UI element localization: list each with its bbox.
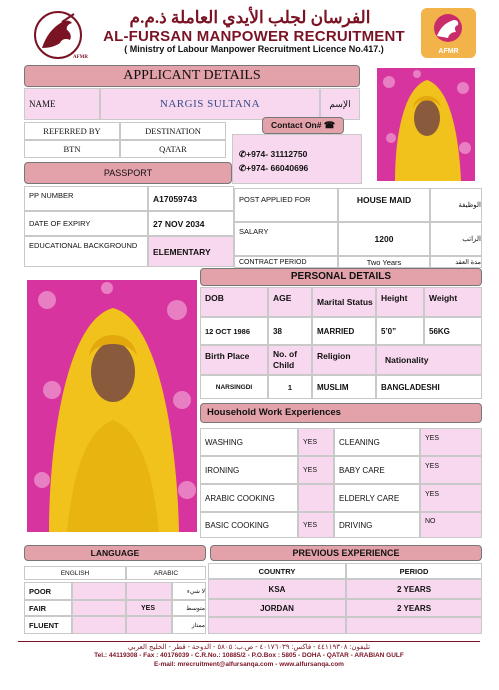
language-fluent-arabic-label: ممتاز	[172, 616, 206, 634]
contact-label: Contact On#	[270, 120, 322, 130]
horse-knight-logo-icon	[32, 10, 84, 60]
age-label: AGE	[268, 287, 312, 317]
phone-number-1[interactable]: ✆+974- 31112750	[239, 149, 308, 159]
elderly-care-label: ELDERLY CARE	[334, 484, 420, 512]
education-value: ELEMENTARY	[148, 236, 234, 267]
religion-label: Religion	[312, 345, 376, 375]
phone-icon: ☎	[323, 120, 336, 130]
religion-value: MUSLIM	[312, 375, 376, 399]
licence-text: ( Ministry of Labour Manpower Recruitment Licence No.417.)	[124, 44, 384, 54]
experience-period-1: 2 YEARS	[346, 579, 482, 599]
children-value: 1	[268, 375, 312, 399]
language-fluent-label: FLUENT	[24, 616, 72, 634]
marital-label: Marital Status	[312, 287, 376, 317]
language-fluent-english	[72, 616, 126, 634]
cleaning-label: CLEANING	[334, 428, 420, 456]
applicant-details-header: APPLICANT DETAILS	[24, 65, 360, 87]
destination-label: DESTINATION	[120, 122, 226, 140]
destination-value: QATAR	[120, 140, 226, 158]
salary-label: SALARY	[234, 222, 338, 256]
birthplace-label: Birth Place	[200, 345, 268, 375]
washing-value: YES	[298, 428, 334, 456]
experience-period-2: 2 YEARS	[346, 599, 482, 617]
name-value: NARGIS SULTANA	[100, 88, 320, 120]
pp-number-label: PP NUMBER	[24, 186, 148, 211]
salary-value: 1200	[338, 222, 430, 256]
experience-empty-row-period	[346, 617, 482, 634]
salary-label-arabic: الراتب	[430, 222, 482, 256]
country-column-label: COUNTRY	[208, 563, 346, 579]
height-value: 5’0”	[376, 317, 424, 345]
nationality-label: Nationality	[376, 345, 482, 375]
company-name: AL-FURSAN MANPOWER RECRUITMENT	[103, 28, 405, 45]
contract-label: CONTRACT PERIOD	[234, 256, 338, 268]
name-label-arabic: الإسم	[320, 88, 360, 120]
footer-arabic: تليفون: ٤٤١١٩٣٠٨ - فاكس: ٤٠١٧٦٠٣٩ - ص.ب: ٥٨٠٥ - الدوحة - قطر - الخليج العربي	[127, 644, 371, 651]
language-fair-arabic: YES	[126, 600, 172, 616]
height-label: Height	[376, 287, 424, 317]
driving-value: NO	[420, 512, 482, 538]
baby-care-value: YES	[420, 456, 482, 484]
phone-number-2[interactable]: ✆+974- 66040696	[239, 163, 309, 173]
header-right-logo	[421, 8, 476, 58]
marital-value: MARRIED	[312, 317, 376, 345]
applicant-photo-small	[377, 68, 475, 181]
language-poor-arabic-label: لا شيء	[172, 582, 206, 600]
nationality-value: BANGLADESHI	[376, 375, 482, 399]
right-logo-text: AFMR	[438, 48, 459, 55]
basic-cooking-label: BASIC COOKING	[200, 512, 298, 538]
washing-label: WASHING	[200, 428, 298, 456]
footer-divider	[18, 641, 480, 642]
birthplace-value: NARSINGDI	[200, 375, 268, 399]
cleaning-value: YES	[420, 428, 482, 456]
language-fluent-arabic	[126, 616, 172, 634]
phone-2-icon: ✆	[239, 163, 247, 173]
personal-details-header: PERSONAL DETAILS	[200, 268, 482, 286]
post-label: POST APPLIED FOR	[234, 188, 338, 222]
language-header: LANGUAGE	[24, 545, 206, 561]
period-column-label: PERIOD	[346, 563, 482, 579]
referred-by-value: BTN	[24, 140, 120, 158]
weight-value: 56KG	[424, 317, 482, 345]
ironing-value: YES	[298, 456, 334, 484]
dob-label: DOB	[200, 287, 268, 317]
header-left-logo	[32, 10, 88, 60]
expiry-label: DATE OF EXPIRY	[24, 211, 148, 236]
experience-country-1: KSA	[208, 579, 346, 599]
contract-value: Two Years	[338, 256, 430, 268]
basic-cooking-value: YES	[298, 512, 334, 538]
weight-label: Weight	[424, 287, 482, 317]
language-poor-english	[72, 582, 126, 600]
applicant-photo-large	[27, 280, 197, 532]
children-label: No. of Child	[268, 345, 312, 375]
arabic-column-label: ARABIC	[126, 566, 206, 580]
pp-number-value: A17059743	[148, 186, 234, 211]
expiry-value: 27 NOV 2034	[148, 211, 234, 236]
elderly-care-value: YES	[420, 484, 482, 512]
referred-by-label: REFERRED BY	[24, 122, 120, 140]
passport-header: PASSPORT	[24, 162, 232, 184]
education-label: EDUCATIONAL BACKGROUND	[24, 236, 148, 267]
post-label-arabic: الوظيفة	[430, 188, 482, 222]
language-poor-label: POOR	[24, 582, 72, 600]
ironing-label: IRONING	[200, 456, 298, 484]
portrait-image-icon	[377, 68, 475, 181]
arabic-cooking-value	[298, 484, 334, 512]
age-value: 38	[268, 317, 312, 345]
experience-country-2: JORDAN	[208, 599, 346, 617]
language-fair-english	[72, 600, 126, 616]
baby-care-label: BABY CARE	[334, 456, 420, 484]
previous-experience-header: PREVIOUS EXPERIENCE	[210, 545, 482, 561]
experience-empty-row	[208, 617, 346, 634]
portrait-full-image-icon	[27, 280, 197, 532]
footer-email[interactable]: E-mail: mrecruitment@alfursanqa.com - www.alfursanqa.com	[154, 661, 344, 668]
contact-box	[232, 134, 362, 184]
phone-1-icon: ✆	[239, 149, 247, 159]
driving-label: DRIVING	[334, 512, 420, 538]
arabic-cooking-label: ARABIC COOKING	[200, 484, 298, 512]
english-column-label: ENGLISH	[24, 566, 126, 580]
left-logo-text: AFMR	[73, 55, 88, 60]
footer-contact: Tel.: 44119308 - Fax : 40176039 - C.R.No.: 10885/2 - P.O.Box : 5805 - DOHA - QATAR - ARABIAN GULF	[94, 652, 404, 659]
language-poor-arabic	[126, 582, 172, 600]
post-value: HOUSE MAID	[338, 188, 430, 222]
household-header: Household Work Experiences	[200, 403, 482, 423]
language-fair-arabic-label: متوسط	[172, 600, 206, 616]
company-name-arabic: الفرسان لجلب الأيدي العاملة ذ.م.م	[129, 8, 371, 27]
language-fair-label: FAIR	[24, 600, 72, 616]
contact-header	[262, 117, 344, 134]
name-label: NAME	[24, 88, 100, 120]
dob-value: 12 OCT 1986	[200, 317, 268, 345]
contract-label-arabic: مدة العقد	[430, 256, 482, 268]
